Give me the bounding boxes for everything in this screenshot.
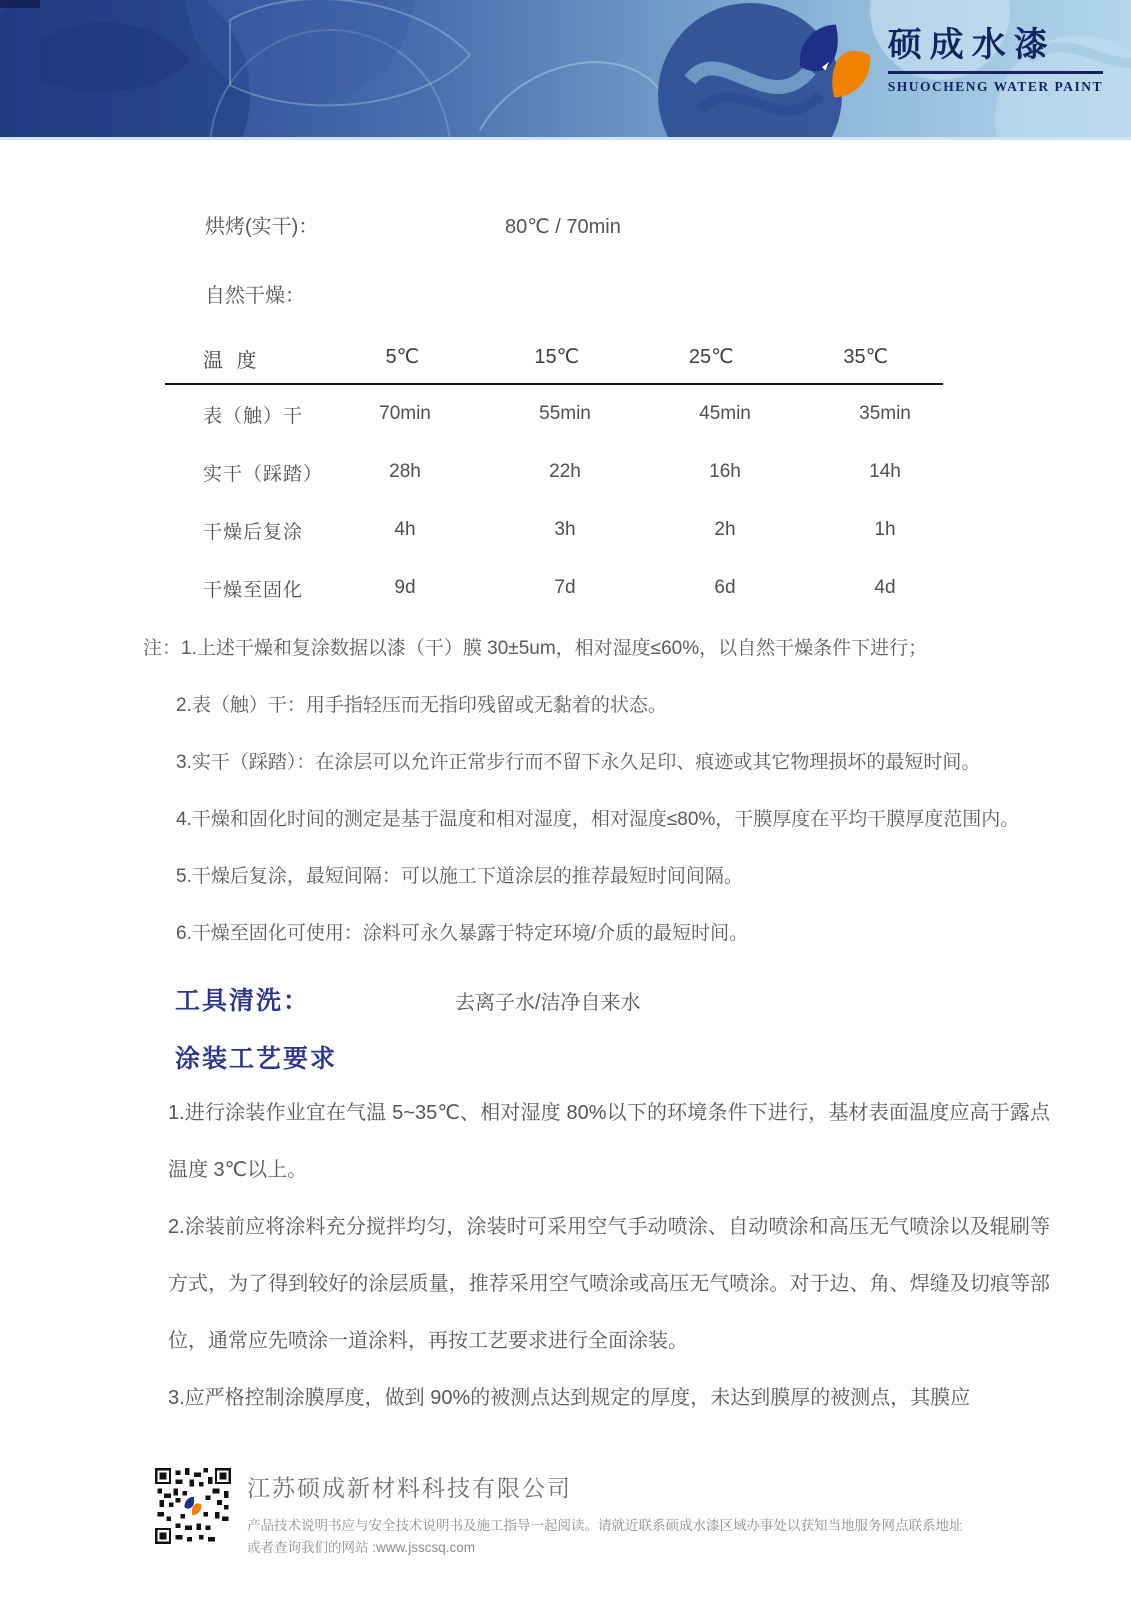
- cell-value: 1h: [874, 519, 896, 540]
- cell-value: 7d: [554, 577, 576, 598]
- footer-text-block: [247, 1468, 963, 1560]
- brand-name-cn: 硕成水漆: [888, 27, 1103, 73]
- note-item: [143, 867, 1131, 886]
- note-item: [143, 753, 1131, 772]
- table-row: [165, 385, 965, 443]
- note-text: 4.干燥和固化时间的测定是基于温度和相对湿度，相对湿度≤80%，干膜厚度在平均干膜厚度范围内。: [176, 809, 1020, 830]
- natural-dry-label: 自然干燥：: [205, 285, 305, 307]
- footer-disclaimer: [247, 1515, 963, 1560]
- cell-value: 2h: [714, 519, 736, 540]
- brand-logo-icon: [796, 22, 874, 100]
- natural-dry-row: [205, 279, 1131, 308]
- row-label: 实干（踩踏）: [203, 463, 324, 485]
- row-label: 表（触）干: [203, 405, 304, 427]
- tool-cleaning-value: 去离子水/洁净自来水: [455, 992, 641, 1014]
- brand-logo-text: [888, 27, 1103, 94]
- notes-prefix: 注：: [143, 638, 182, 659]
- cell-value: 9d: [394, 577, 416, 598]
- cell-value: 16h: [709, 461, 741, 482]
- process-paragraph: 2.涂装前应将涂料充分搅拌均匀，涂装时可采用空气手动喷涂、自动喷涂和高压无气喷涂以及辊刷等方式，为了得到较好的涂层质量，推荐采用空气喷涂或高压无气喷涂。对于边、角、焊缝及切痕等部位，通常应先喷涂一道涂料，再按工艺要求进行全面涂装。: [168, 1216, 1050, 1352]
- note-item: [143, 639, 1131, 658]
- footer: [155, 1468, 963, 1560]
- company-name: 江苏硕成新材料科技有限公司: [247, 1475, 572, 1501]
- cell-value: 70min: [379, 403, 431, 424]
- bake-dry-value: 80℃ / 70min: [505, 216, 621, 238]
- brand-name-en: SHUOCHENG WATER PAINT: [887, 78, 1103, 94]
- col-header-15c: 15℃: [534, 346, 580, 368]
- brand-logo: [796, 22, 1103, 100]
- cell-value: 4d: [874, 577, 896, 598]
- process-paragraph: 1.进行涂装作业宜在气温 5~35℃、相对湿度 80%以下的环境条件下进行，基材表面温度应高于露点温度 3℃以上。: [168, 1102, 1050, 1181]
- header-banner: [0, 0, 1131, 140]
- coating-process-heading: 涂装工艺要求: [175, 1045, 338, 1073]
- note-item: [143, 810, 1131, 829]
- cell-value: 3h: [554, 519, 576, 540]
- cell-value: 14h: [869, 461, 901, 482]
- main-content: [0, 210, 1131, 1427]
- note-text: 3.实干（踩踏）：在涂层可以允许正常步行而不留下永久足印、痕迹或其它物理损坏的最短时间。: [176, 752, 981, 773]
- cell-value: 22h: [549, 461, 581, 482]
- drying-table-header: [165, 344, 943, 385]
- footer-disclaimer-line2: 或者查询我们的网站 :www.jsscsq.com: [247, 1540, 476, 1556]
- cell-value: 55min: [539, 403, 591, 424]
- col-header-5c: 5℃: [385, 346, 420, 368]
- table-row: [165, 501, 965, 559]
- bake-dry-row: [205, 210, 1131, 239]
- table-row: [165, 559, 965, 617]
- drying-time-table: [165, 344, 965, 617]
- bake-dry-label: 烘烤(实干)：: [205, 216, 319, 238]
- qr-code: [155, 1468, 231, 1544]
- notes-list: [143, 639, 1131, 943]
- cell-value: 28h: [389, 461, 421, 482]
- row-label: 干燥至固化: [203, 579, 304, 601]
- col-header-25c: 25℃: [688, 346, 734, 368]
- note-text: 1.上述干燥和复涂数据以漆（干）膜 30±5um，相对湿度≤60%，以自然干燥条件下进行；: [181, 638, 928, 659]
- note-text: 2.表（触）干：用手指轻压而无指印残留或无黏着的状态。: [176, 695, 667, 716]
- cell-value: 45min: [699, 403, 751, 424]
- footer-disclaimer-line1: 产品技术说明书应与安全技术说明书及施工指导一起阅读。请就近联系硕成水漆区域办事处以获知当地服务网点联系地址: [247, 1518, 963, 1533]
- cell-value: 35min: [859, 403, 911, 424]
- col-header-35c: 35℃: [843, 346, 889, 368]
- coating-process-paragraphs: [168, 1085, 1050, 1427]
- tool-cleaning-row: [175, 981, 1131, 1017]
- process-paragraph: 3.应严格控制涂膜厚度，做到 90%的被测点达到规定的厚度，未达到膜厚的被测点，其膜应: [168, 1387, 971, 1409]
- note-item: [143, 924, 1131, 943]
- tool-cleaning-label: 工具清洗：: [175, 987, 311, 1015]
- cell-value: 6d: [714, 577, 736, 598]
- table-row: [165, 443, 965, 501]
- row-label: 干燥后复涂: [203, 521, 304, 543]
- note-text: 6.干燥至固化可使用：涂料可永久暴露于特定环境/介质的最短时间。: [176, 923, 749, 944]
- note-item: [143, 696, 1131, 715]
- col-header-temperature: 温 度: [203, 350, 261, 372]
- cell-value: 4h: [394, 519, 416, 540]
- note-text: 5.干燥后复涂，最短间隔：可以施工下道涂层的推荐最短时间间隔。: [176, 866, 743, 887]
